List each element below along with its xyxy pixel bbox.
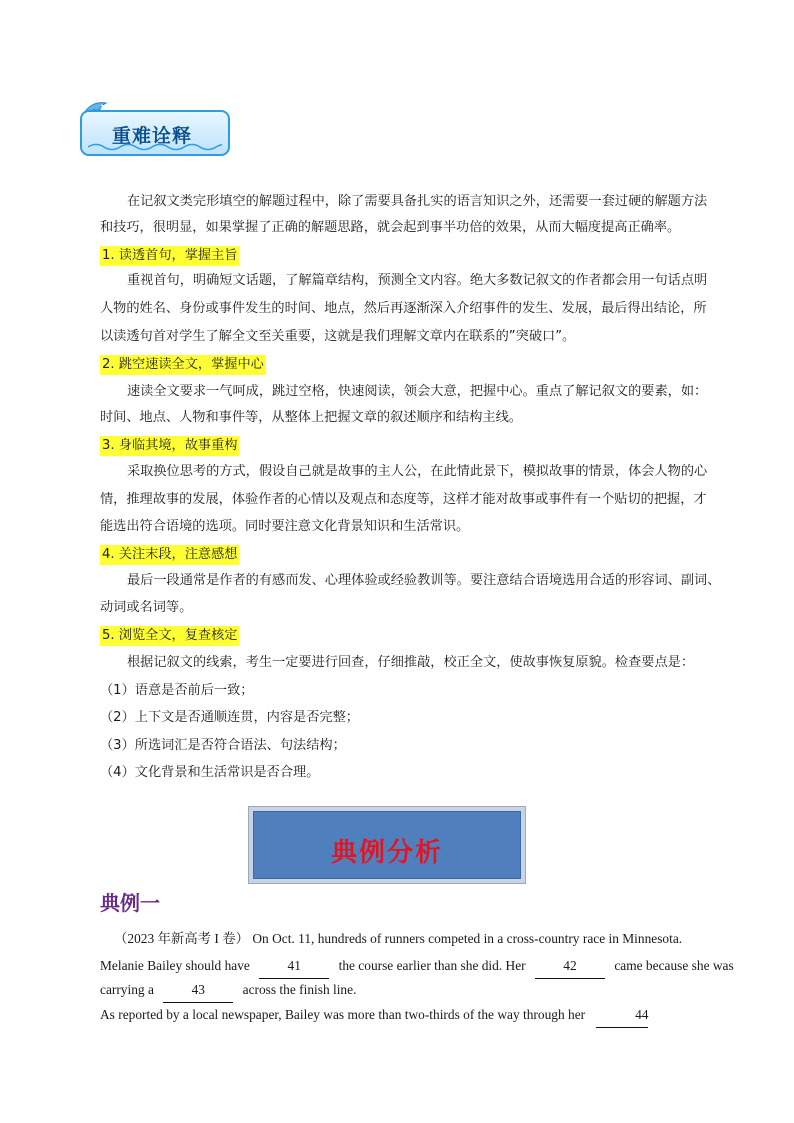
tip-heading-5: 5. 浏览全文，复查核定 bbox=[100, 626, 239, 646]
tip-5-line-1: 根据记叙文的线索，考生一定要进行回查，仔细推敲，校正全文，使故事恢复原貌。检查要点是： bbox=[127, 655, 695, 670]
tip-heading-4: 4. 关注末段，注意感想 bbox=[100, 545, 239, 565]
passage-line-3 bbox=[100, 978, 722, 1003]
tip-heading-2: 2. 跳空速读全文，掌握中心 bbox=[100, 355, 266, 375]
wave-icon bbox=[88, 142, 222, 152]
checklist-item-1: （1）语意是否前后一致； bbox=[100, 683, 254, 698]
tip-3-line-1: 采取换位思考的方式，假设自己就是故事的主人公，在此情此景下，模拟故事的情景，体会人物的心 bbox=[127, 464, 708, 479]
intro-line-2: 和技巧，很明显，如果掌握了正确的解题思路，就会起到事半功倍的效果，从而大幅度提高正确率。 bbox=[100, 220, 681, 235]
tip-4-line-1: 最后一段通常是作者的有感而发、心理体验或经验教训等。要注意结合语境选用合适的形容词、副词、 bbox=[127, 573, 721, 588]
tip-1-line-3: 以读透句首对学生了解全文至关重要，这就是我们理解文章内在联系的”突破口”。 bbox=[100, 329, 576, 344]
tip-3-line-3: 能选出符合语境的选项。同时要注意文化背景知识和生活常识。 bbox=[100, 519, 470, 534]
checklist-item-2: （2）上下文是否通顺连贯，内容是否完整； bbox=[100, 710, 359, 725]
blank-41[interactable]: 41 bbox=[259, 954, 329, 979]
checklist-item-3: （3）所选词汇是否符合语法、句法结构； bbox=[100, 738, 346, 753]
intro-line-1: 在记叙文类完形填空的解题过程中，除了需要具备扎实的语言知识之外，还需要一套过硬的解题方法 bbox=[127, 194, 708, 209]
tip-2-line-2: 时间、地点、人物和事件等，从整体上把握文章的叙述顺序和结构主线。 bbox=[100, 410, 522, 425]
tip-1-line-1: 重视首句，明确短文话题，了解篇章结构，预测全文内容。绝大多数记叙文的作者都会用一句话点明 bbox=[127, 273, 708, 288]
section-badge bbox=[80, 110, 230, 156]
passage-line-2-b: the course earlier than she did. Her bbox=[338, 958, 526, 973]
passage-line-4-a: As reported by a local newspaper, Bailey was more than two-thirds of the way through her bbox=[100, 1007, 586, 1022]
tip-1-line-2: 人物的姓名、身份或事件发生的时间、地点，然后再逐渐深入介绍事件的发生、发展，最后得出结论，所 bbox=[100, 301, 707, 316]
blank-44[interactable]: 44 bbox=[596, 1003, 648, 1028]
passage-line-1-text: On Oct. 11, hundreds of runners competed in a cross-country race in Minnesota. bbox=[252, 931, 683, 946]
example-banner-panel bbox=[253, 811, 521, 879]
passage-line-2-c: came because she was bbox=[614, 958, 734, 973]
tip-2-line-1: 速读全文要求一气呵成，跳过空格，快速阅读，领会大意，把握中心。重点了解记叙文的要素，如： bbox=[127, 384, 708, 399]
tip-3-line-2: 情，推理故事的发展，体验作者的心情以及观点和态度等，这样才能对故事或事件有一个贴切的把握，才 bbox=[100, 492, 707, 507]
example-title: 典例一 bbox=[100, 891, 160, 915]
passage-source: （2023 年新高考 I 卷） bbox=[114, 931, 250, 946]
passage-line-2 bbox=[100, 954, 734, 979]
passage-line-2-a: Melanie Bailey should have bbox=[100, 958, 250, 973]
checklist-item-4: （4）文化背景和生活常识是否合理。 bbox=[100, 765, 320, 780]
blank-43[interactable]: 43 bbox=[163, 978, 233, 1003]
tip-heading-1: 1. 读透首句，掌握主旨 bbox=[100, 246, 239, 266]
passage-line-3-b: across the finish line. bbox=[242, 982, 357, 997]
example-banner-title: 典例分析 bbox=[330, 838, 443, 868]
blank-42[interactable]: 42 bbox=[535, 954, 605, 979]
passage-line-4 bbox=[100, 1003, 722, 1028]
tip-4-line-2: 动词或名词等。 bbox=[100, 600, 193, 615]
section-badge-title: 重难诠释 bbox=[112, 125, 193, 147]
tip-heading-3: 3. 身临其境，故事重构 bbox=[100, 436, 239, 456]
passage-line-1 bbox=[100, 927, 722, 951]
example-banner bbox=[248, 806, 526, 884]
passage-line-3-a: carrying a bbox=[100, 982, 154, 997]
